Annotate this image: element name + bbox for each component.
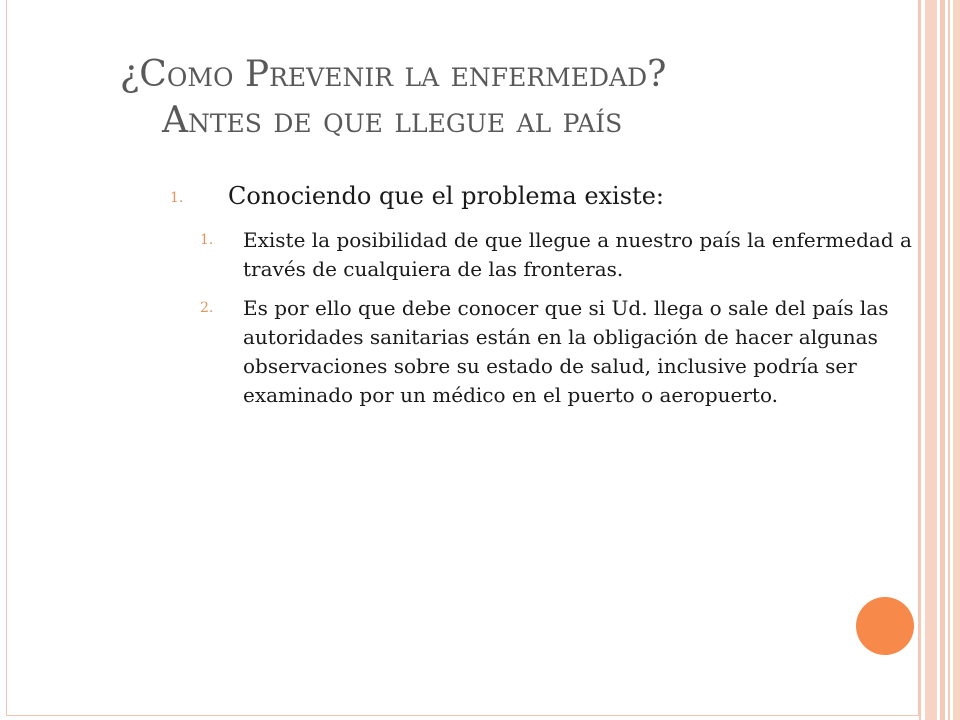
sub-list-item-2 (200, 294, 933, 410)
list-number: 1. (170, 190, 184, 206)
sub-list (200, 226, 930, 410)
decorative-circle (856, 597, 914, 655)
sub-list-number: 2. (200, 300, 214, 316)
sub-list-number: 1. (200, 232, 214, 248)
list-item-1 (170, 178, 930, 214)
slide-content (170, 178, 930, 420)
title-line-1: ¿Como Prevenir la enfermedad? (120, 54, 667, 95)
stripe (940, 0, 945, 720)
sub-list-item-text: Existe la posibilidad de que llegue a nuestro país la enfermedad a través de cualquiera de las fronteras. (243, 228, 912, 281)
stripe (948, 0, 950, 720)
stripe (953, 0, 960, 720)
list-item-text: Conociendo que el problema existe: (228, 182, 664, 210)
sub-list-item-1 (200, 226, 933, 284)
title-line-2: Antes de que llegue al país (162, 100, 623, 141)
sub-list-item-text: Es por ello que debe conocer que si Ud. llega o sale del país las autoridades sanitarias están en la obligación de hacer algunas observaciones sobre su estado de salud, inclusive podría ser examinado por un médico en el puerto o aeropuerto. (243, 296, 889, 407)
slide-title (120, 52, 880, 144)
